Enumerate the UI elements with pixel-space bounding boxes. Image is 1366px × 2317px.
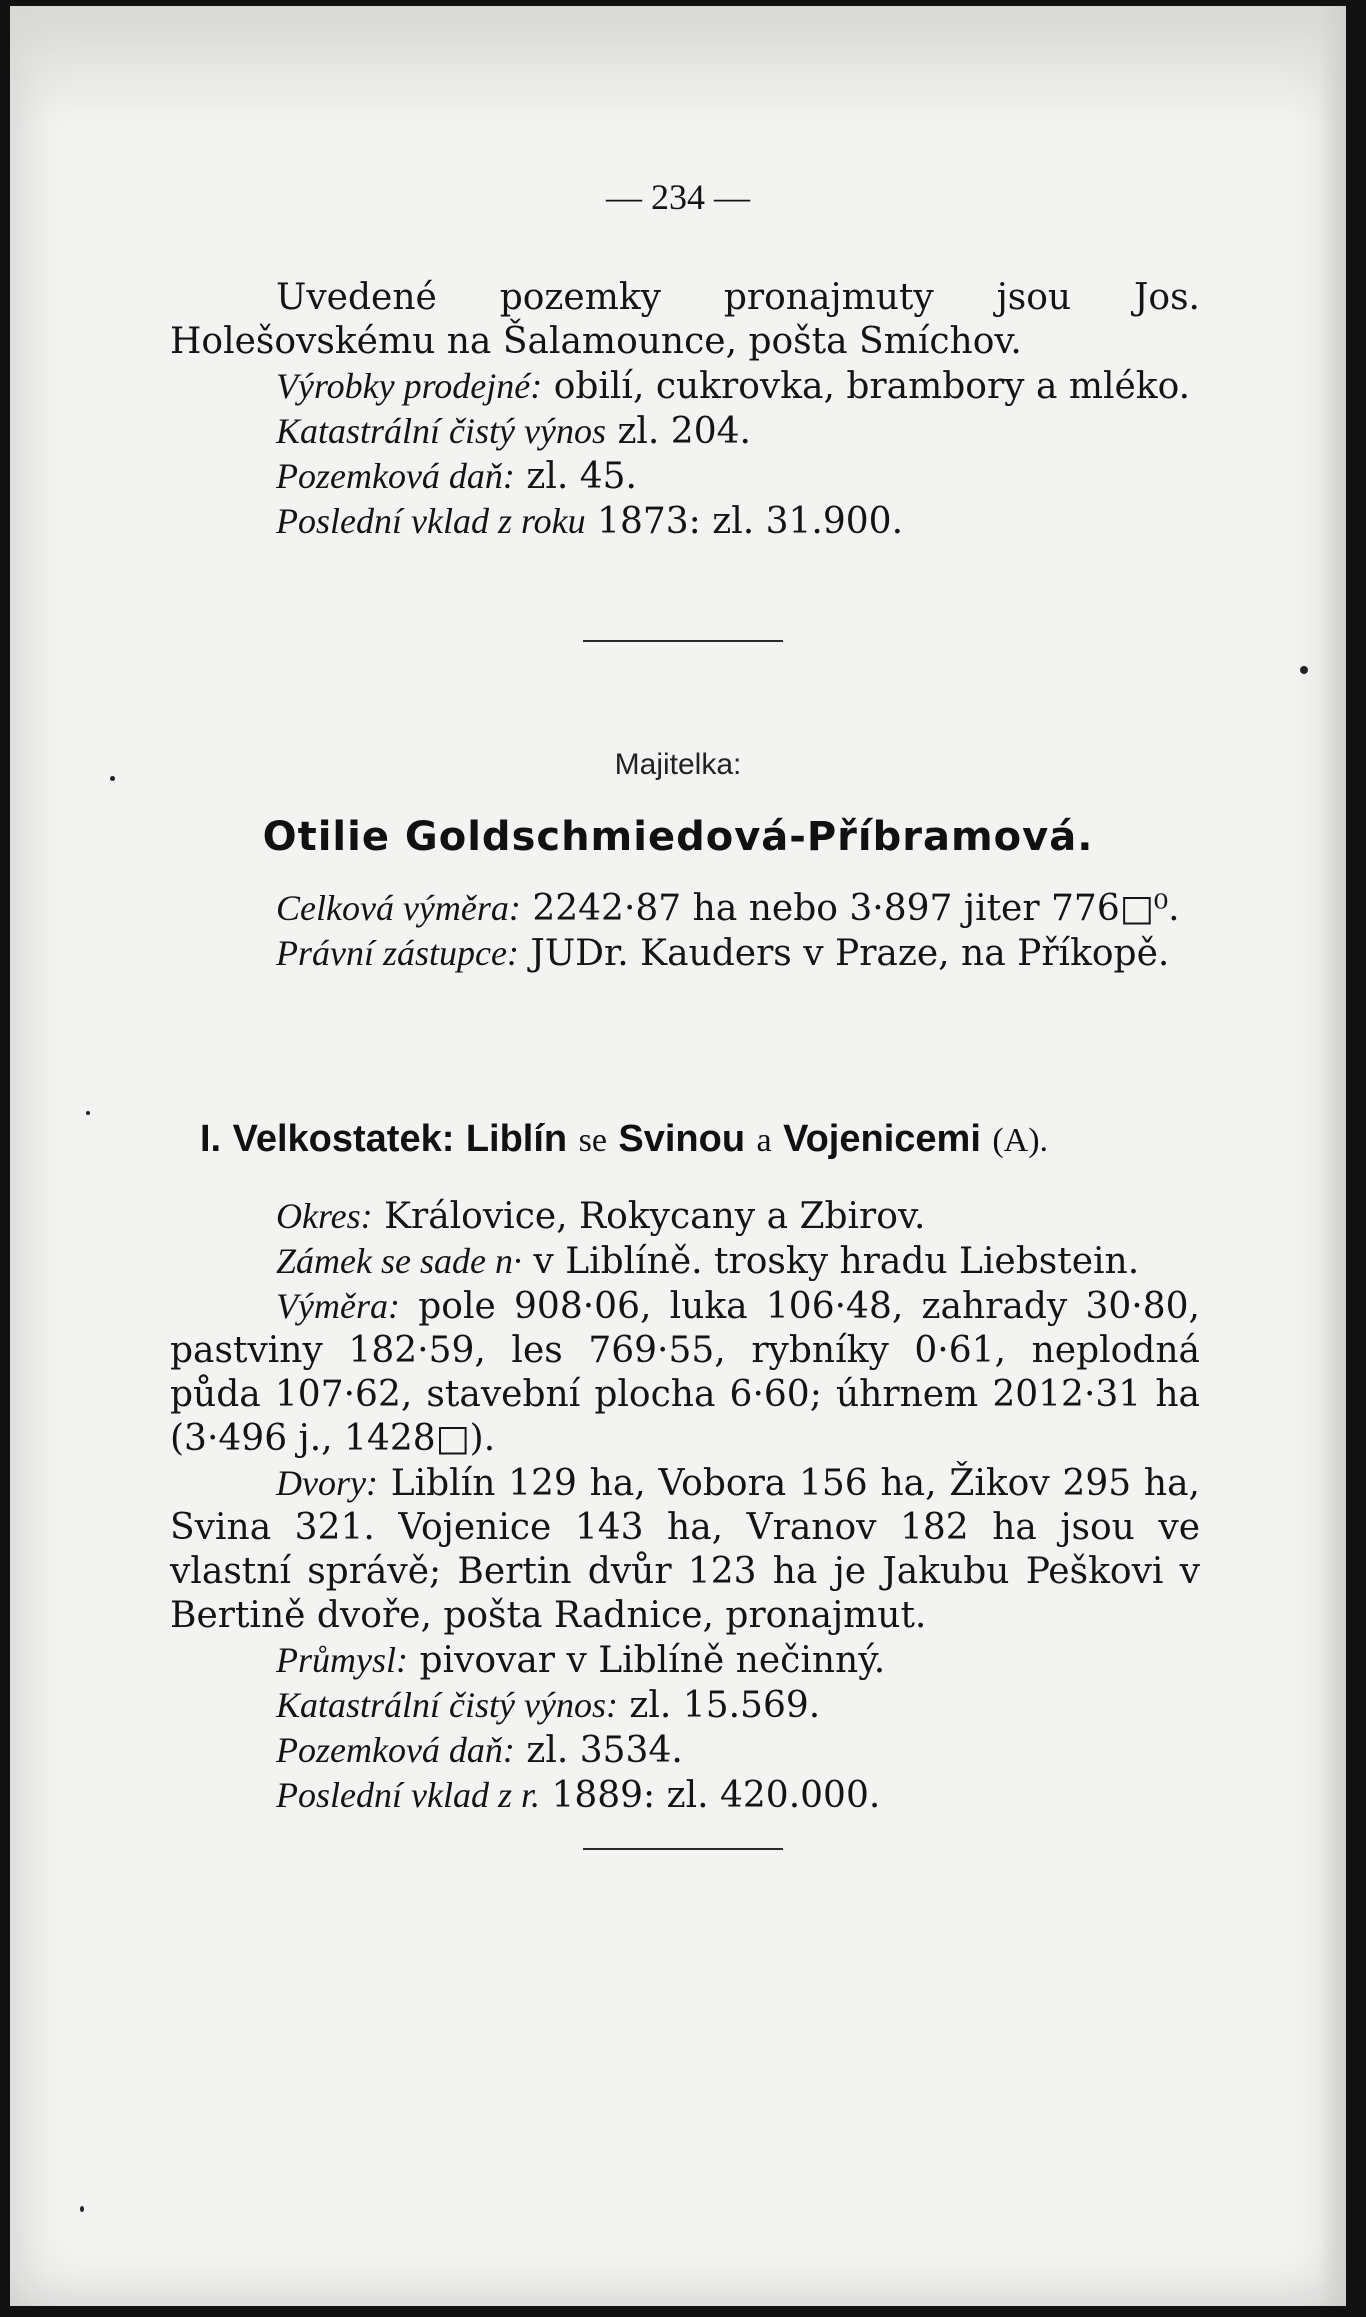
net-yield-value: zl. 204.	[617, 411, 751, 452]
net-yield-line	[170, 409, 1200, 454]
farms-value: Liblín 129 ha, Vobora 156 ha, Žikov 295 ha, Svina 321. Vojenice 143 ha, Vranov 182 ha jsou ve vlastní správě; Bertin dvůr 123 ha je Jakubu Peškovi v Bertině dvoře, pošta Radnice, pronajmut.	[170, 1463, 1200, 1636]
owner-details	[170, 886, 1200, 976]
industry-line	[170, 1638, 1200, 1683]
page-number: — 234 —	[606, 177, 750, 217]
estate-name-vojenice: Vojenicemi	[783, 1118, 981, 1160]
castle-value: v Liblíně. trosky hradu Liebstein.	[533, 1241, 1140, 1282]
total-area-paragraph	[170, 886, 1200, 931]
scan-speck	[1300, 666, 1308, 674]
book-page	[10, 6, 1346, 2306]
industry-value: pivovar v Liblíně nečinný.	[419, 1640, 886, 1681]
last-deposit-label: Poslední vklad z roku	[276, 501, 586, 541]
land-tax-label: Pozemková daň:	[276, 456, 515, 496]
counsel-label: Právní zástupce:	[276, 933, 519, 973]
farms-label: Dvory:	[276, 1463, 378, 1503]
owner-name: Otilie Goldschmiedová-Příbramová.	[262, 814, 1094, 860]
section-divider-bottom	[583, 1848, 783, 1850]
land-tax-line	[170, 454, 1200, 499]
area-label: Výměra:	[276, 1286, 400, 1326]
last-deposit-value: 1873: zl. 31.900.	[597, 501, 904, 542]
net-yield-label: Katastrální čistý výnos	[276, 411, 606, 451]
estate-net-yield-value: zl. 15.569.	[629, 1685, 821, 1726]
previous-estate-section	[170, 276, 1200, 544]
estate-land-tax-value: zl. 3534.	[526, 1730, 683, 1771]
area-paragraph	[170, 1284, 1200, 1461]
estate-details	[170, 1194, 1200, 1818]
counsel-value: JUDr. Kauders v Praze, na Příkopě.	[530, 933, 1170, 974]
estate-numeral: I.	[200, 1118, 222, 1160]
industry-label: Průmysl:	[276, 1640, 408, 1680]
estate-net-yield-label: Katastrální čistý výnos:	[276, 1685, 618, 1725]
estate-conj-a: a	[756, 1122, 772, 1159]
last-deposit-line	[170, 499, 1200, 544]
farms-paragraph	[170, 1461, 1200, 1638]
estate-net-yield-line	[170, 1683, 1200, 1728]
estate-conj-se: se	[578, 1122, 607, 1159]
owner-label: Majitelka:	[614, 748, 742, 781]
total-area-value: 2242·87 ha nebo 3·897 jiter 776□⁰.	[532, 888, 1180, 929]
castle-line	[170, 1239, 1200, 1284]
scan-speck	[80, 2206, 84, 2212]
land-tax-value: zl. 45.	[526, 456, 637, 497]
products-value: obilí, cukrovka, brambory a mléko.	[553, 366, 1191, 407]
district-value: Královice, Rokycany a Zbirov.	[384, 1196, 926, 1237]
estate-type: Velkostatek:	[232, 1118, 455, 1160]
estate-last-deposit-value: 1889: zl. 420.000.	[551, 1775, 881, 1816]
estate-last-deposit-label: Poslední vklad z r.	[276, 1775, 540, 1815]
castle-label: Zámek se sade n·	[276, 1241, 522, 1281]
products-label: Výrobky prodejné:	[276, 366, 543, 406]
section-divider	[583, 640, 783, 642]
scan-speck	[110, 776, 115, 781]
estate-land-tax-line	[170, 1728, 1200, 1773]
lessees-paragraph: Uvedené pozemky pronajmuty jsou Jos. Holešovskému na Šalamounce, pošta Smíchov.	[170, 277, 1200, 362]
estate-name-svina: Svinou	[618, 1118, 746, 1160]
district-line	[170, 1194, 1200, 1239]
products-line	[170, 364, 1200, 409]
estate-land-tax-label: Pozemková daň:	[276, 1730, 515, 1770]
area-value: pole 908·06, luka 106·48, zahrady 30·80, pastviny 182·59, les 769·55, rybníky 0·61, neplodná půda 107·62, stavební plocha 6·60; úhrnem 2012·31 ha (3·496 j., 1428□).	[170, 1286, 1200, 1459]
estate-last-deposit-line	[170, 1773, 1200, 1818]
district-label: Okres:	[276, 1196, 373, 1236]
counsel-paragraph	[170, 931, 1200, 976]
estate-name-liblin: Liblín	[465, 1118, 568, 1160]
scan-speck	[86, 1111, 90, 1115]
estate-heading	[200, 1118, 1048, 1161]
estate-suffix: (A).	[992, 1122, 1049, 1159]
total-area-label: Celková výměra:	[276, 888, 521, 928]
